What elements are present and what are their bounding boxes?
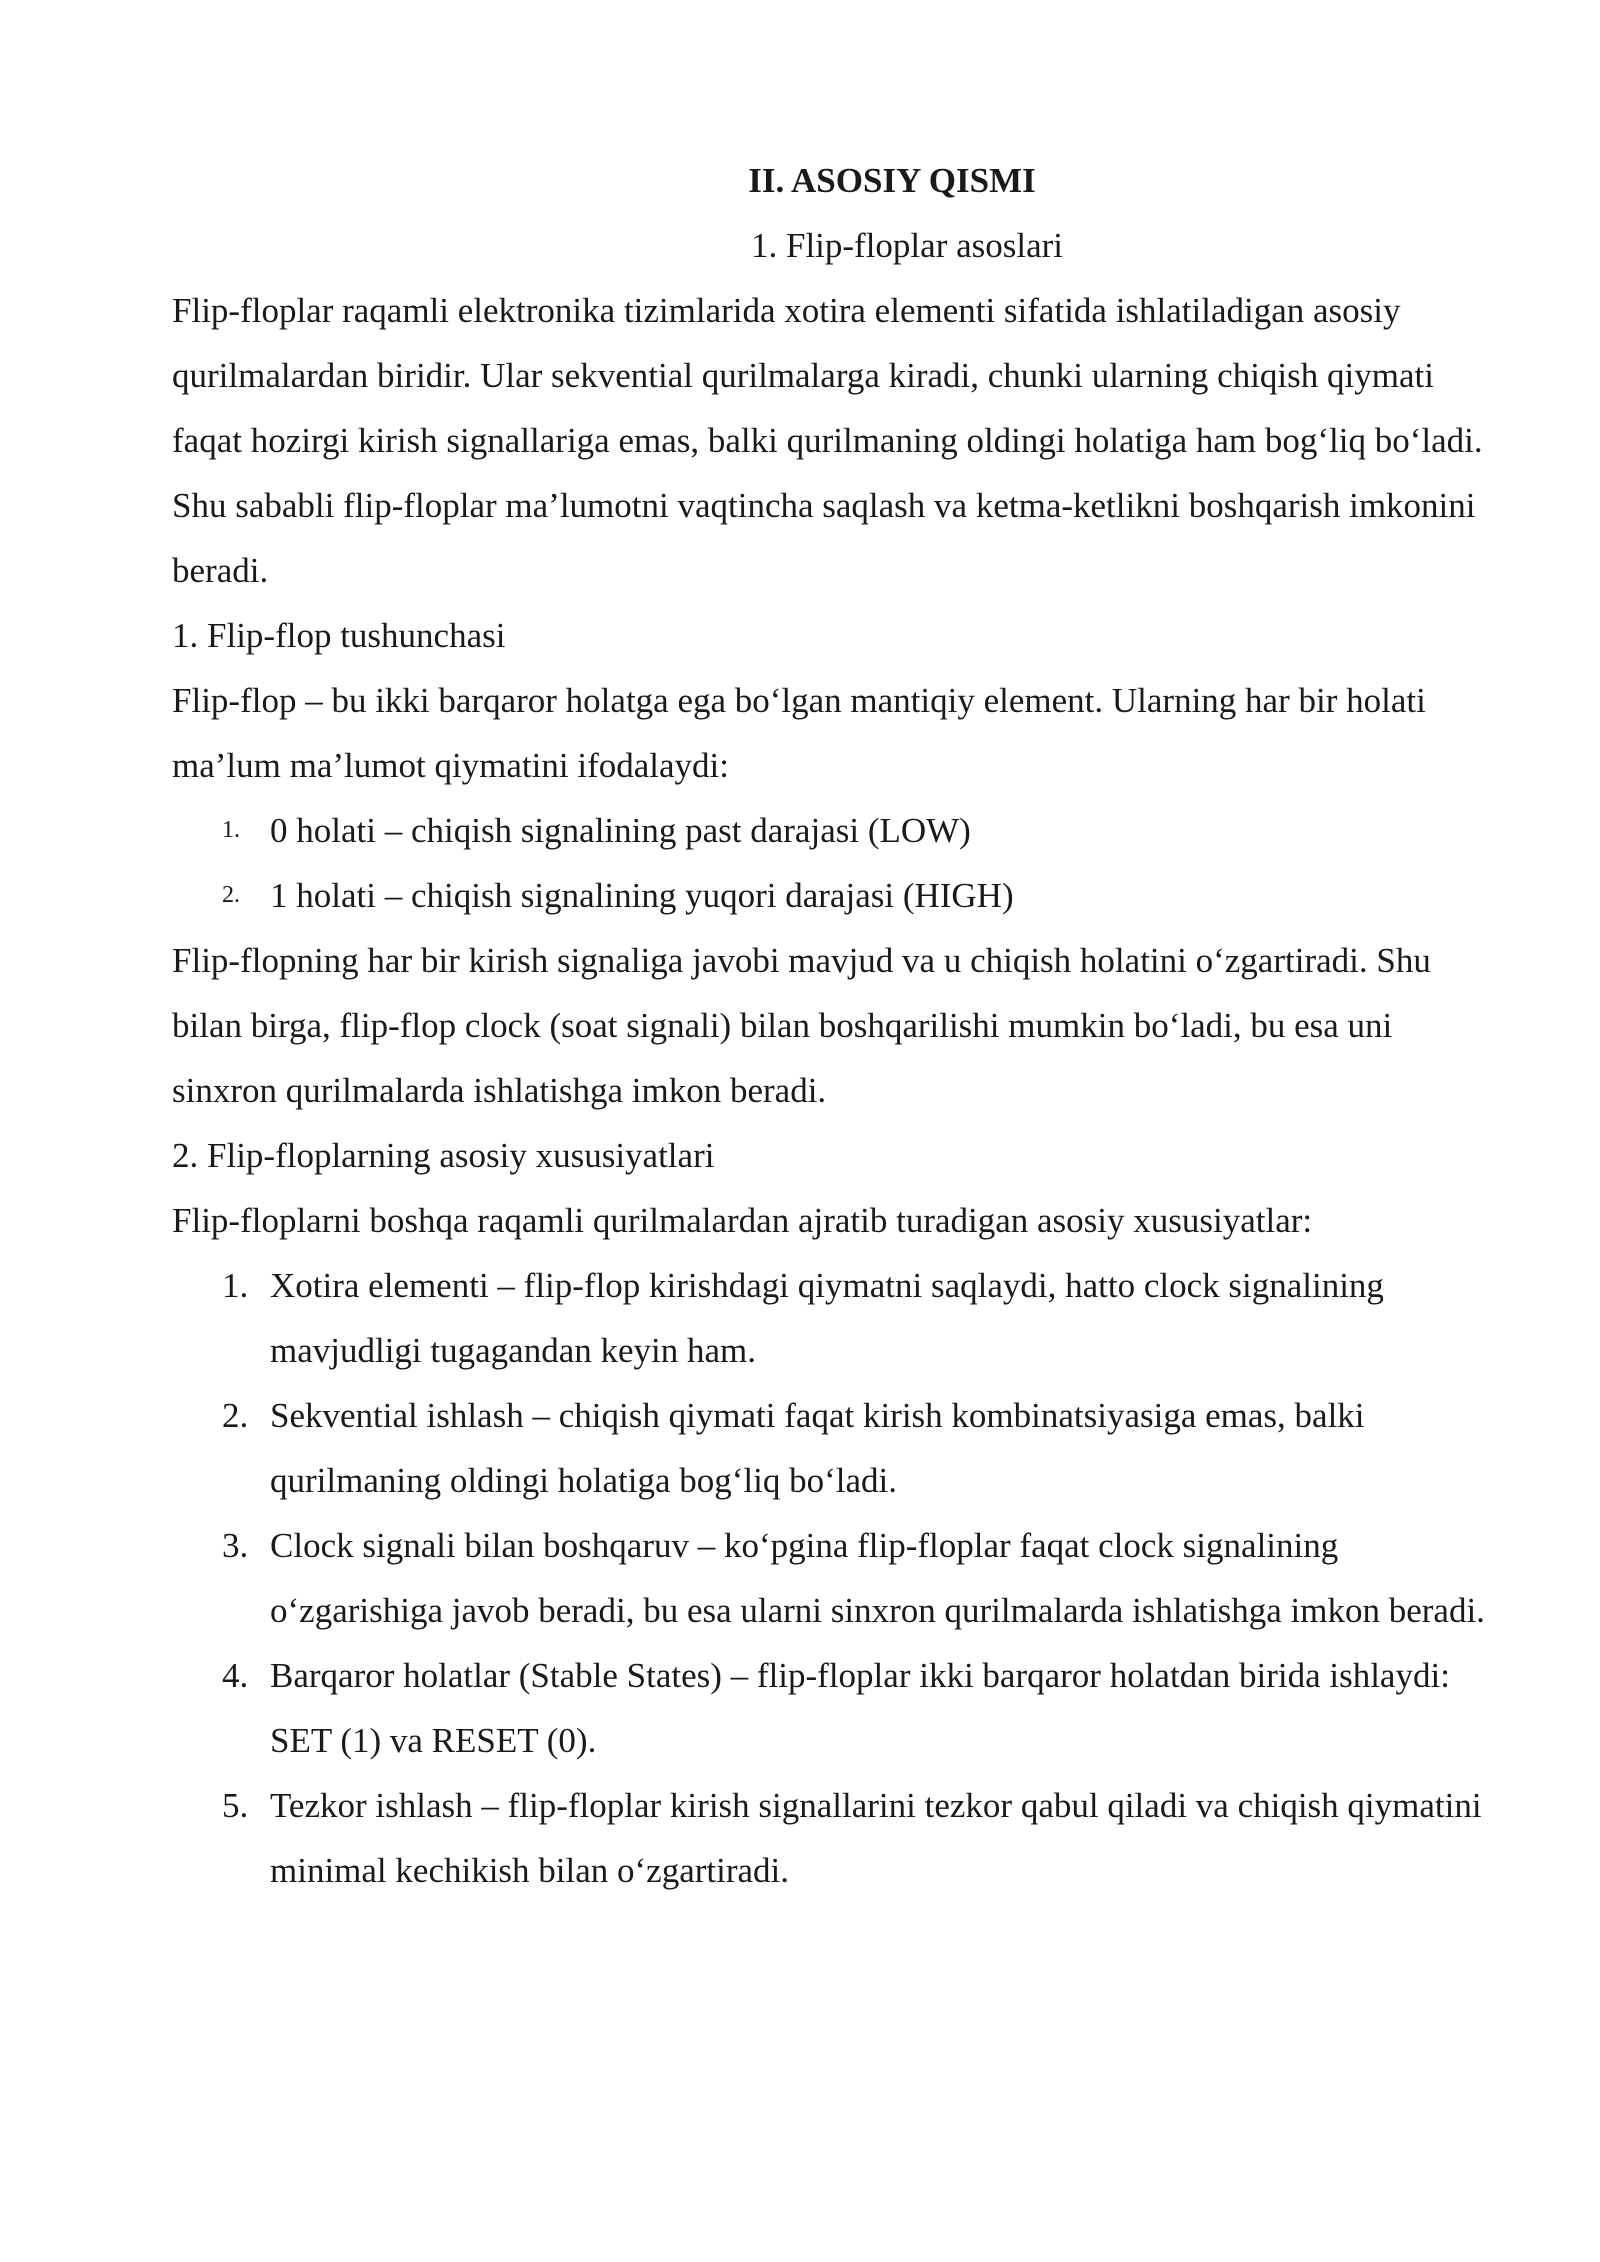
section-2-paragraph: Flip-floplarni boshqa raqamli qurilmalardan ajratib turadigan asosiy xususiyatlar:	[172, 1201, 1313, 1240]
list-item-text: Barqaror holatlar (Stable States) – flip-floplar ikki barqaror holatdan birida ishlaydi: SET (1) va RESET (0).	[270, 1656, 1450, 1760]
list-item-number: 2.	[222, 1396, 249, 1435]
list-item	[172, 1253, 1492, 1383]
list-item	[172, 1383, 1492, 1513]
sub-heading: 1. Flip-floplar asoslari	[750, 226, 1064, 265]
list-item-text: 1 holati – chiqish signalining yuqori darajasi (HIGH)	[270, 876, 1014, 915]
section-1-after-paragraph: Flip-flopning har bir kirish signaliga javobi mavjud va u chiqish holatini o‘zgartiradi. Shu bilan birga, flip-flop clock (soat signali) bilan boshqarilishi mumkin bo‘ladi, bu esa uni sinxron qurilmalarda ishlatishga imkon beradi.	[172, 941, 1431, 1110]
list-item-number: 1.	[222, 1266, 249, 1305]
list-item-text: Xotira elementi – flip-flop kirishdagi qiymatni saqlaydi, hatto clock signalining mavjudligi tugagandan keyin ham.	[270, 1266, 1384, 1370]
list-item-number: 4.	[222, 1656, 249, 1695]
section-1-title: 1. Flip-flop tushunchasi	[172, 616, 506, 655]
section-2-title: 2. Flip-floplarning asosiy xususiyatlari	[172, 1136, 715, 1175]
list-item-text: Tezkor ishlash – flip-floplar kirish signallarini tezkor qabul qiladi va chiqish qiymatini minimal kechikish bilan o‘zgartiradi.	[270, 1786, 1482, 1890]
list-item-text: Sekvential ishlash – chiqish qiymati faqat kirish kombinatsiyasiga emas, balki qurilmaning oldingi holatiga bog‘liq bo‘ladi.	[270, 1396, 1365, 1500]
section-1-paragraph: Flip-flop – bu ikki barqaror holatga ega bo‘lgan mantiqiy element. Ularning har bir holati ma’lum ma’lumot qiymatini ifodalaydi:	[172, 681, 1426, 785]
list-item-text: Clock signali bilan boshqaruv – ko‘pgina flip-floplar faqat clock signalining o‘zgarishiga javob beradi, bu esa ularni sinxron qurilmalarda ishlatishga imkon beradi.	[270, 1526, 1485, 1630]
list-item-number: 1.	[222, 817, 240, 843]
list-item	[172, 1513, 1492, 1643]
document-page	[172, 148, 1492, 1903]
intro-paragraph: Flip-floplar raqamli elektronika tizimlarida xotira elementi sifatida ishlatiladigan asosiy qurilmalardan biridir. Ular sekvential qurilmalarga kiradi, chunki ularning chiqish qiymati faqat hozirgi kirish signallariga emas, balki qurilmaning oldingi holatiga ham bog‘liq bo‘ladi. Shu sababli flip-floplar ma’lumotni vaqtincha saqlash va ketma-ketlikni boshqarish imkonini beradi.	[172, 291, 1483, 590]
state-list	[172, 798, 1492, 928]
list-item-number: 3.	[222, 1526, 249, 1565]
main-heading: II. ASOSIY QISMI	[748, 161, 1036, 200]
list-item	[172, 798, 1492, 863]
list-item	[172, 863, 1492, 928]
list-item	[172, 1643, 1492, 1773]
list-item	[172, 1773, 1492, 1903]
list-item-text: 0 holati – chiqish signalining past darajasi (LOW)	[270, 811, 971, 850]
features-list	[172, 1253, 1492, 1903]
list-item-number: 5.	[222, 1786, 249, 1825]
list-item-number: 2.	[222, 882, 240, 908]
